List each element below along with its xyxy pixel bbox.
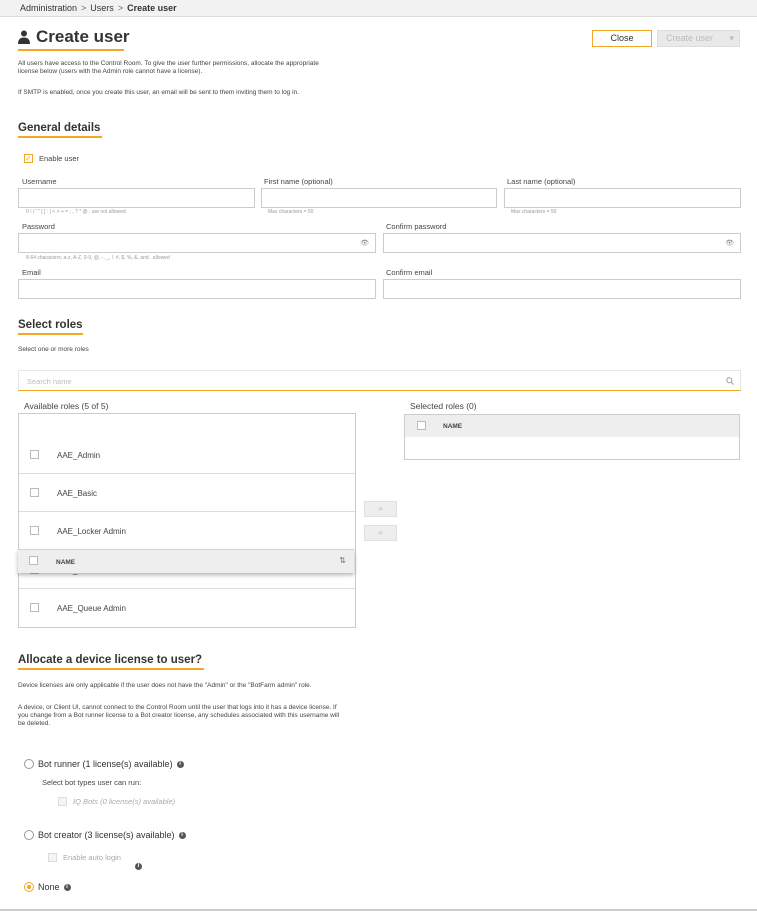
iq-bots-checkbox[interactable] xyxy=(58,797,67,806)
password-label: Password xyxy=(22,222,55,231)
confirm-password-label: Confirm password xyxy=(386,222,447,231)
select-all-checkbox[interactable] xyxy=(29,556,38,565)
intro-text-2: If SMTP is enabled, once you create this user, an email will be sent to them inviting them to log in. xyxy=(18,89,299,96)
breadcrumb: Administration > Users > Create user xyxy=(20,3,177,13)
bot-runner-radio[interactable] xyxy=(24,759,34,769)
heading-underline xyxy=(18,136,102,138)
auto-login-option[interactable] xyxy=(48,853,121,862)
breadcrumb-current: Create user xyxy=(127,3,177,13)
password-input[interactable] xyxy=(18,233,376,253)
chevron-down-icon[interactable]: ▾ xyxy=(729,33,734,43)
bot-creator-radio[interactable] xyxy=(24,830,34,840)
create-user-label: Create user xyxy=(666,33,714,43)
role-checkbox[interactable] xyxy=(30,603,39,612)
username-label: Username xyxy=(22,177,57,186)
breadcrumb-administration[interactable]: Administration xyxy=(20,3,78,13)
license-text-2: A device, or Client UI, cannot connect to the Control Room until the user that logs into it has a device license. If you change from a Bot runner license to a Bot creator license, any schedules associated with this username will be deleted. xyxy=(18,704,340,727)
auto-login-label: Enable auto login xyxy=(63,853,121,862)
first-name-label: First name (optional) xyxy=(264,177,333,186)
remove-role-button[interactable]: « xyxy=(364,525,397,541)
title-underline xyxy=(18,49,124,51)
selected-roles-label: Selected roles (0) xyxy=(410,401,477,411)
select-roles-subtitle: Select one or more roles xyxy=(18,346,89,353)
info-icon[interactable]: i xyxy=(179,832,186,839)
last-name-label: Last name (optional) xyxy=(507,177,576,186)
list-item[interactable] xyxy=(19,436,355,474)
iq-bots-label: IQ Bots (0 license(s) available) xyxy=(73,797,176,806)
list-item[interactable] xyxy=(19,474,355,512)
enable-user-checkbox[interactable]: ✓ xyxy=(25,154,32,163)
role-search-placeholder: Search name xyxy=(27,377,72,386)
name-column-header[interactable]: NAME xyxy=(56,559,76,566)
info-icon[interactable]: i xyxy=(177,761,184,768)
select-roles-heading-block xyxy=(18,319,83,335)
search-icon[interactable] xyxy=(726,377,734,385)
enable-user-row[interactable] xyxy=(24,154,79,163)
available-roles-list[interactable] xyxy=(18,413,356,628)
heading-underline xyxy=(18,668,204,670)
role-name: AAE_Queue Admin xyxy=(57,604,126,613)
create-user-button[interactable] xyxy=(657,30,740,47)
license-heading: Allocate a device license to user? xyxy=(18,654,203,666)
info-icon[interactable]: i xyxy=(135,863,142,870)
bot-runner-label: Bot runner (1 license(s) available) xyxy=(38,759,173,769)
page-title: Create user xyxy=(36,27,130,46)
intro-text-1: All users have access to the Control Room. To give the user further permissions, allocate the appropriate license below (users with the Admin role cannot have a license). xyxy=(18,60,319,75)
role-name: AAE_Basic xyxy=(57,489,98,498)
role-name: AAE_Locker Admin xyxy=(57,527,126,536)
role-checkbox[interactable] xyxy=(30,526,39,535)
last-name-hint: Max characters = 50 xyxy=(511,209,557,215)
name-column-header[interactable]: NAME xyxy=(443,423,463,430)
auto-login-checkbox[interactable] xyxy=(48,853,57,862)
selected-roles-header xyxy=(405,415,739,437)
breadcrumb-users[interactable]: Users xyxy=(90,3,114,13)
first-name-hint: Max characters = 50 xyxy=(268,209,314,215)
selected-roles-list[interactable] xyxy=(404,414,740,460)
eye-icon[interactable]: 👁 xyxy=(725,240,734,247)
none-option[interactable] xyxy=(24,882,71,892)
role-checkbox[interactable] xyxy=(30,450,39,459)
bot-runner-option[interactable] xyxy=(24,759,184,769)
bot-creator-option[interactable] xyxy=(24,830,186,840)
password-hint: 8-64 characters; a-z, A-Z, 0-9, @, -, _, !, #, $, %, &, and . allowed xyxy=(26,255,170,261)
confirm-email-input[interactable] xyxy=(383,279,741,299)
last-name-input[interactable] xyxy=(504,188,741,208)
page-title-block xyxy=(18,27,130,51)
role-search-input[interactable] xyxy=(18,370,741,391)
bot-creator-label: Bot creator (3 license(s) available) xyxy=(38,830,175,840)
select-roles-heading: Select roles xyxy=(18,319,83,331)
list-item[interactable] xyxy=(19,512,355,550)
confirm-email-label: Confirm email xyxy=(386,268,433,277)
select-all-checkbox[interactable] xyxy=(417,421,426,430)
license-heading-block xyxy=(18,654,204,670)
available-roles-label: Available roles (5 of 5) xyxy=(24,401,109,411)
add-role-button[interactable]: » xyxy=(364,501,397,517)
none-radio[interactable] xyxy=(24,882,34,892)
username-hint: 0 \ / ' " [ ] : | < > + = ; , ? * @ . are not allowed xyxy=(26,209,126,215)
general-details-heading: General details xyxy=(18,122,101,134)
user-icon xyxy=(18,30,30,44)
heading-underline xyxy=(18,333,83,335)
enable-user-label: Enable user xyxy=(39,154,80,163)
email-input[interactable] xyxy=(18,279,376,299)
available-roles-header xyxy=(18,550,354,573)
first-name-input[interactable] xyxy=(261,188,497,208)
general-details-heading-block xyxy=(18,122,102,138)
iq-bots-option[interactable] xyxy=(58,797,175,806)
list-item[interactable] xyxy=(19,589,355,627)
none-label: None xyxy=(38,882,60,892)
confirm-password-input[interactable] xyxy=(383,233,741,253)
license-text-1: Device licenses are only applicable if the user does not have the "Admin" or the "BotFarm admin" role. xyxy=(18,682,312,689)
sort-icon[interactable]: ⇅ xyxy=(339,556,346,565)
close-button[interactable]: Close xyxy=(592,30,652,47)
eye-icon[interactable]: 👁 xyxy=(360,240,369,247)
role-checkbox[interactable] xyxy=(30,488,39,497)
email-label: Email xyxy=(22,268,41,277)
username-input[interactable] xyxy=(18,188,255,208)
role-name: AAE_Admin xyxy=(57,451,101,460)
bot-types-label: Select bot types user can run: xyxy=(42,778,142,787)
info-icon[interactable]: i xyxy=(64,884,71,891)
